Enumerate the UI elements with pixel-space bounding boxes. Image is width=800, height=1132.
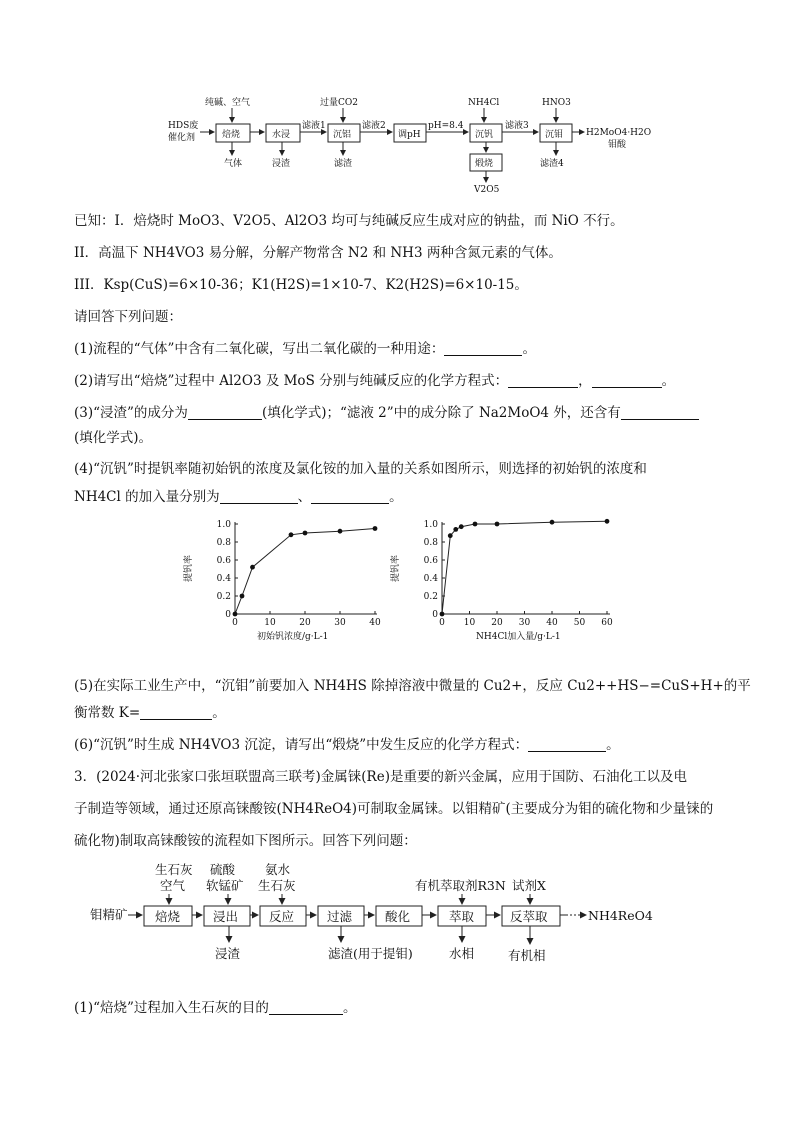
flowchart-2 — [0, 850, 800, 970]
chart1-ytick-label: 0 — [225, 610, 231, 620]
answer-blank[interactable] — [188, 405, 262, 420]
chart2-ytick-label: 0.6 — [423, 556, 438, 566]
chart1-ytick-label: 0.2 — [216, 592, 231, 602]
chart1-ylabel: 提钒率 — [184, 554, 194, 582]
flow2-product: NH4ReO4 — [588, 908, 653, 923]
chart1-ytick-label: 0.4 — [216, 574, 231, 584]
question-5-cont: 衡常数 K= 。 — [74, 705, 226, 721]
svg-text:浸出: 浸出 — [213, 909, 239, 924]
chart2-data-point — [448, 533, 453, 538]
flow1-bottom-residue: 浸渣 — [272, 159, 291, 169]
chart2-xtick-label: 10 — [463, 618, 476, 628]
svg-text:生石灰: 生石灰 — [258, 878, 296, 893]
chart2-data-point — [453, 527, 458, 532]
chart2-xtick-label: 40 — [546, 618, 558, 628]
chart1-ytick-label: 0.6 — [216, 556, 231, 566]
svg-text:空气: 空气 — [160, 878, 186, 893]
chart2-xtick-label: 30 — [518, 618, 531, 628]
svg-text:酸化: 酸化 — [385, 909, 411, 924]
svg-text:水浸: 水浸 — [272, 130, 291, 140]
chart2-xtick-label: 20 — [491, 618, 503, 628]
flow2-bottom-residue: 浸渣 — [215, 946, 241, 961]
chart1-data-point — [373, 526, 378, 531]
svg-text:硫酸: 硫酸 — [210, 862, 236, 877]
svg-text:焙烧: 焙烧 — [222, 130, 241, 140]
chart-nh4cl-amount — [391, 510, 622, 645]
answer-blank[interactable] — [444, 341, 522, 356]
flow1-top-label-2: 过量CO2 — [320, 98, 358, 108]
question-1: (1)流程的“气体”中含有二氧化碳，写出二氧化碳的一种用途： 。 — [74, 341, 536, 357]
svg-text:沉铝: 沉铝 — [333, 130, 352, 140]
chart1-data-point — [250, 565, 255, 570]
question-3: (3)“浸渣”的成分为 (填化学式)；“滤液 2”中的成分除了 Na2MoO4 外，还含有 — [74, 403, 699, 423]
answer-blank[interactable] — [592, 373, 662, 388]
svg-text:沉钼: 沉钼 — [545, 130, 564, 140]
chart2-series-line — [442, 521, 607, 614]
chart2-data-point — [495, 522, 500, 527]
chart2-data-point — [459, 524, 464, 529]
question-4-cont: NH4Cl 的加入量分别为 、 。 — [74, 489, 403, 505]
flow1-filtrate-2: 滤液2 — [362, 121, 386, 131]
chart1-ytick-label: 1.0 — [216, 520, 231, 530]
flow1-filtrate-1: 滤液1 — [302, 121, 326, 131]
given-line-2: II．高温下 NH4VO3 易分解，分解产物常含 N2 和 NH3 两种含氮元素的气体。 — [74, 245, 562, 261]
flow2-bottom-filter-residue: 滤渣(用于提钼) — [328, 946, 413, 961]
flow1-v2o5: V2O5 — [474, 185, 500, 195]
answer-blank[interactable] — [140, 705, 212, 720]
chart2-ylabel: 提钒率 — [391, 554, 401, 582]
chart1-data-point — [240, 594, 245, 599]
flow2-reagent-x: 试剂X — [512, 878, 546, 893]
flow1-bottom-filter-4: 滤渣4 — [540, 159, 564, 169]
svg-text:沉钒: 沉钒 — [475, 130, 494, 140]
questions-intro: 请回答下列问题： — [74, 309, 182, 325]
answer-blank[interactable] — [220, 489, 298, 504]
chart1-data-point — [303, 531, 308, 536]
answer-blank[interactable] — [508, 373, 578, 388]
chart1-series-line — [235, 529, 375, 615]
chart2-ytick-label: 0.2 — [423, 592, 438, 602]
chart1-xtick-label: 0 — [232, 618, 238, 628]
flow1-input-line2: 催化剂 — [168, 133, 196, 143]
svg-text:煅烧: 煅烧 — [475, 159, 494, 169]
chart2-ytick-label: 0.8 — [423, 538, 438, 548]
answer-blank[interactable] — [528, 737, 606, 752]
chart2-data-point — [440, 612, 445, 617]
flow1-top-label-4: HNO3 — [542, 98, 571, 108]
problem-3-question-1: (1)“焙烧”过程加入生石灰的目的 。 — [74, 1000, 357, 1016]
flow1-product-name: 钼酸 — [608, 140, 627, 150]
flow1-product: H2MoO4·H2O — [586, 128, 652, 138]
chart1-xtick-label: 10 — [264, 618, 276, 628]
problem-3-line-3: 硫化物)制取高铼酸铵的流程如下图所示。回答下列问题： — [74, 833, 417, 849]
flow1-bottom-filter-residue: 滤渣 — [334, 159, 353, 169]
svg-text:反萃取: 反萃取 — [510, 909, 548, 924]
chart2-ytick-label: 0.4 — [423, 574, 438, 584]
chart1-data-point — [289, 532, 294, 537]
question-5: (5)在实际工业生产中，“沉钼”前要加入 NH4HS 除掉溶液中微量的 Cu2+，反应 Cu2++HS−=CuS+H+的平 — [74, 678, 751, 694]
chart2-data-point — [605, 519, 610, 524]
svg-text:调pH: 调pH — [398, 130, 421, 140]
chart1-data-point — [338, 529, 343, 534]
question-4: (4)“沉钒”时提钒率随初始钒的浓度及氯化铵的加入量的关系如图所示，则选择的初始钒的浓度和 — [74, 461, 647, 477]
svg-text:氨水: 氨水 — [265, 862, 291, 877]
problem-3-line-1: 3．(2024·河北张家口张垣联盟高三联考)金属铼(Re)是重要的新兴金属，应用于国防、石油化工以及电 — [74, 769, 687, 785]
chart1-xlabel: 初始钒浓度/g·L-1 — [257, 632, 329, 642]
flow1-ph-value: pH=8.4 — [428, 121, 464, 131]
svg-text:焙烧: 焙烧 — [155, 909, 181, 924]
answer-blank[interactable] — [621, 405, 699, 420]
svg-text:过滤: 过滤 — [327, 909, 353, 924]
chart2-xtick-label: 50 — [573, 618, 586, 628]
chart-vanadium-concentration — [184, 510, 395, 645]
flow1-input-line1: HDS废 — [168, 121, 199, 131]
flow2-aqueous: 水相 — [449, 946, 475, 961]
chart2-data-point — [473, 522, 478, 527]
svg-text:软锰矿: 软锰矿 — [206, 878, 244, 893]
flow1-top-label-3: NH4Cl — [468, 98, 500, 108]
chart1-xtick-label: 40 — [369, 618, 381, 628]
flow2-organic: 有机相 — [508, 948, 546, 963]
chart2-xlabel: NH4Cl加入量/g·L-1 — [476, 632, 561, 642]
answer-blank[interactable] — [311, 489, 389, 504]
question-6: (6)“沉钒”时生成 NH4VO3 沉淀，请写出“煅烧”中发生反应的化学方程式： 。 — [74, 737, 620, 753]
chart1-xtick-label: 20 — [299, 618, 311, 628]
flow1-top-label-1: 纯碱、空气 — [205, 98, 251, 108]
answer-blank[interactable] — [269, 1000, 343, 1015]
svg-text:反应: 反应 — [269, 909, 295, 924]
flow1-filtrate-3: 滤液3 — [505, 121, 529, 131]
chart2-xtick-label: 60 — [601, 618, 613, 628]
given-line-1: 已知：I．焙烧时 MoO3、V2O5、Al2O3 均可与纯碱反应生成对应的钠盐，而 NiO 不行。 — [74, 213, 624, 229]
problem-3-line-2: 子制造等领域，通过还原高铼酸铵(NH4ReO4)可制取金属铼。以钼精矿(主要成分为钼的硫化物和少量铼的 — [74, 801, 714, 817]
chart2-ytick-label: 0 — [432, 610, 438, 620]
chart2-ytick-label: 1.0 — [423, 520, 438, 530]
chart1-xtick-label: 30 — [334, 618, 346, 628]
flow2-start: 钼精矿 — [90, 907, 128, 922]
chart2-data-point — [550, 520, 555, 525]
svg-text:萃取: 萃取 — [449, 909, 475, 924]
flow1-bottom-gas: 气体 — [224, 159, 243, 169]
chart1-data-point — [233, 612, 238, 617]
chart1-ytick-label: 0.8 — [216, 538, 231, 548]
given-line-3: III．Ksp(CuS)=6×10-36；K1(H2S)=1×10-7、K2(H2S)=6×10-15。 — [74, 277, 528, 293]
svg-text:生石灰: 生石灰 — [155, 862, 193, 877]
flowchart-1 — [0, 0, 800, 200]
chart2-xtick-label: 0 — [439, 618, 445, 628]
question-2: (2)请写出“焙烧”过程中 Al2O3 及 MoS 分别与纯碱反应的化学方程式： ， 。 — [74, 373, 676, 389]
question-3-cont: (填化学式)。 — [74, 430, 153, 446]
flow2-extractant: 有机萃取剂R3N — [415, 878, 506, 893]
